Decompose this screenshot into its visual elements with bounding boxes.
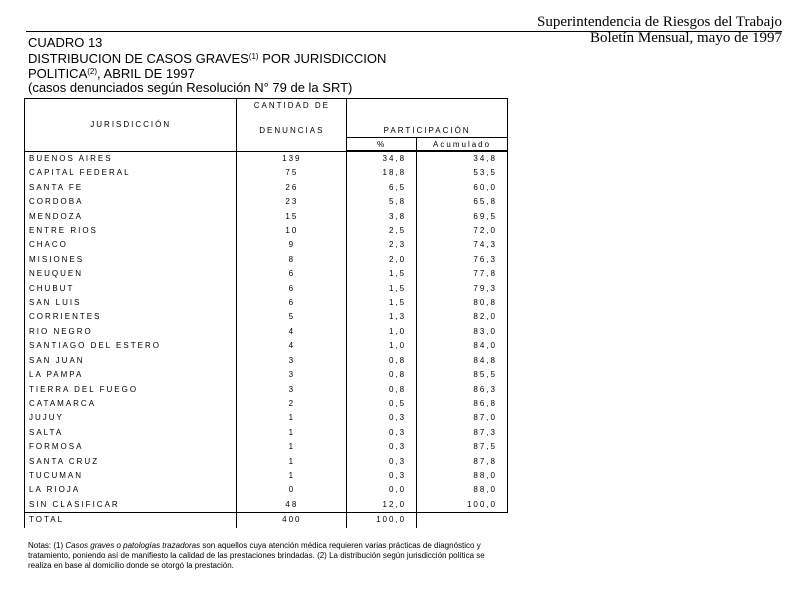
jurisdiction-cell: NEUQUEN	[25, 267, 237, 281]
bulletin-name: Boletín Mensual, mayo de 1997	[589, 30, 782, 46]
header-rule	[26, 31, 782, 32]
jurisdiction-cell: LA PAMPA	[25, 368, 237, 382]
jurisdiction-cell: LA RIOJA	[25, 483, 237, 497]
pct-cell: 2,5	[347, 224, 417, 238]
acum-cell: 76,3	[417, 253, 508, 267]
acum-cell: 82,0	[417, 310, 508, 324]
acum-cell: 84,8	[417, 354, 508, 368]
table-row	[25, 267, 508, 281]
table-row	[25, 253, 508, 267]
denuncias-cell: 5	[237, 310, 347, 324]
pct-cell: 2,0	[347, 253, 417, 267]
denuncias-cell: 23	[237, 195, 347, 209]
pct-cell: 0,0	[347, 483, 417, 497]
table-row	[25, 195, 508, 209]
jurisdiction-cell: SAN LUIS	[25, 296, 237, 310]
jurisdiction-cell: MENDOZA	[25, 210, 237, 224]
denuncias-cell: 2	[237, 397, 347, 411]
denuncias-cell: 48	[237, 498, 347, 513]
jurisdiction-cell: MISIONES	[25, 253, 237, 267]
denuncias-cell: 9	[237, 238, 347, 252]
acum-cell: 77,8	[417, 267, 508, 281]
denuncias-cell: 3	[237, 354, 347, 368]
table-row	[25, 440, 508, 454]
pct-cell: 1,0	[347, 325, 417, 339]
pct-cell: 5,8	[347, 195, 417, 209]
pct-cell: 1,3	[347, 310, 417, 324]
denuncias-cell: 15	[237, 210, 347, 224]
footnotes	[28, 541, 508, 571]
title-line-4: (casos denunciados según Resolución N° 79 de la SRT)	[28, 79, 353, 95]
pct-cell: 0,8	[347, 368, 417, 382]
pct-cell: 18,8	[347, 166, 417, 180]
report-header	[537, 14, 782, 46]
pct-cell: 0,3	[347, 440, 417, 454]
acum-cell: 83,0	[417, 325, 508, 339]
jurisdiction-cell: SANTA FE	[25, 181, 237, 195]
denuncias-cell: 4	[237, 325, 347, 339]
pct-cell: 34,8	[347, 152, 417, 167]
table-row	[25, 282, 508, 296]
agency-name: Superintendencia de Riesgos del Trabajo	[537, 14, 782, 30]
table-row	[25, 210, 508, 224]
acum-cell: 34,8	[417, 152, 508, 167]
table-row	[25, 310, 508, 324]
denuncias-cell: 4	[237, 339, 347, 353]
table-title	[28, 36, 386, 94]
acum-cell: 100,0	[417, 498, 508, 513]
jurisdiction-cell: CORDOBA	[25, 195, 237, 209]
jurisdiction-cell: CATAMARCA	[25, 397, 237, 411]
denuncias-cell: 10	[237, 224, 347, 238]
denuncias-cell: 26	[237, 181, 347, 195]
acum-cell: 88,0	[417, 483, 508, 497]
acum-cell: 65,8	[417, 195, 508, 209]
table-row	[25, 483, 508, 497]
table-row	[25, 426, 508, 440]
title-text-d: , ABRIL DE 1997	[97, 66, 195, 81]
acum-cell: 87,0	[417, 411, 508, 425]
jurisdiction-cell: CORRIENTES	[25, 310, 237, 324]
denuncias-cell: 139	[237, 152, 347, 167]
acum-cell: 88,0	[417, 469, 508, 483]
table-row	[25, 455, 508, 469]
table-row	[25, 383, 508, 397]
header-pct: %	[347, 138, 417, 151]
denuncias-cell: 6	[237, 267, 347, 281]
jurisdiction-cell: CHUBUT	[25, 282, 237, 296]
pct-cell: 1,5	[347, 282, 417, 296]
pct-cell: 0,8	[347, 354, 417, 368]
denuncias-cell: 1	[237, 455, 347, 469]
denuncias-cell: 3	[237, 368, 347, 382]
data-table	[24, 98, 508, 528]
total-pct: 100,0	[347, 513, 417, 528]
title-text-a: DISTRIBUCION DE CASOS GRAVES	[28, 50, 249, 66]
acum-cell: 69,5	[417, 210, 508, 224]
pct-cell: 0,3	[347, 426, 417, 440]
total-denuncias: 400	[237, 513, 347, 528]
acum-cell: 86,8	[417, 397, 508, 411]
jurisdiction-cell: FORMOSA	[25, 440, 237, 454]
header-cantidad: CANTIDAD DE	[237, 99, 347, 112]
total-label: TOTAL	[25, 513, 237, 528]
table-row	[25, 224, 508, 238]
table-row	[25, 469, 508, 483]
acum-cell: 53,5	[417, 166, 508, 180]
table-row	[25, 181, 508, 195]
jurisdiction-cell: CAPITAL FEDERAL	[25, 166, 237, 180]
header-acumulado: Acumulado	[417, 138, 508, 151]
acum-cell: 86,3	[417, 383, 508, 397]
jurisdiction-cell: TIERRA DEL FUEGO	[25, 383, 237, 397]
pct-cell: 12,0	[347, 498, 417, 513]
notes-emphasis: Casos graves o patologías trazadoras	[65, 541, 201, 550]
pct-cell: 1,5	[347, 296, 417, 310]
jurisdiction-cell: SANTIAGO DEL ESTERO	[25, 339, 237, 353]
jurisdiction-cell: TUCUMAN	[25, 469, 237, 483]
pct-cell: 3,8	[347, 210, 417, 224]
acum-cell: 87,8	[417, 455, 508, 469]
table-row	[25, 368, 508, 382]
table-row	[25, 238, 508, 252]
title-cuadro: CUADRO 13	[28, 35, 103, 50]
total-acum-blank	[417, 513, 508, 528]
table-row	[25, 411, 508, 425]
denuncias-cell: 6	[237, 282, 347, 296]
denuncias-cell: 0	[237, 483, 347, 497]
jurisdiction-cell: SANTA CRUZ	[25, 455, 237, 469]
jurisdiction-cell: BUENOS AIRES	[25, 152, 237, 167]
footnote-ref-2: (2)	[87, 67, 98, 76]
table-row	[25, 152, 508, 167]
denuncias-cell: 8	[237, 253, 347, 267]
table-row	[25, 339, 508, 353]
denuncias-cell: 75	[237, 166, 347, 180]
title-line-3	[28, 65, 386, 81]
title-line-1	[28, 36, 386, 50]
jurisdiction-cell: SIN CLASIFICAR	[25, 498, 237, 513]
pct-cell: 6,5	[347, 181, 417, 195]
acum-cell: 74,3	[417, 238, 508, 252]
jurisdiction-cell: ENTRE RIOS	[25, 224, 237, 238]
acum-cell: 72,0	[417, 224, 508, 238]
acum-cell: 79,3	[417, 282, 508, 296]
jurisdiction-cell: RIO NEGRO	[25, 325, 237, 339]
acum-cell: 87,5	[417, 440, 508, 454]
jurisdiction-cell: SALTA	[25, 426, 237, 440]
pct-cell: 0,8	[347, 383, 417, 397]
pct-cell: 1,5	[347, 267, 417, 281]
denuncias-cell: 1	[237, 411, 347, 425]
denuncias-cell: 1	[237, 440, 347, 454]
acum-cell: 87,3	[417, 426, 508, 440]
notes-prefix: Notas: (1)	[28, 541, 66, 550]
acum-cell: 84,0	[417, 339, 508, 353]
acum-cell: 60,0	[417, 181, 508, 195]
header-blank	[347, 99, 508, 112]
pct-cell: 0,3	[347, 469, 417, 483]
notes-body: son aquellos cuya atención médica requieren varias prácticas de diagnóstico y tratamiento, poniendo así de manifiesto la calidad de las prestaciones brindadas. (2) La distribución según jurisdicción política se realiza en base al domicilio donde se otorgó la prestación.	[28, 541, 485, 570]
acum-cell: 85,5	[417, 368, 508, 382]
denuncias-cell: 6	[237, 296, 347, 310]
table-row	[25, 354, 508, 368]
table-row	[25, 325, 508, 339]
pct-cell: 1,0	[347, 339, 417, 353]
table-row	[25, 498, 508, 513]
footnote-ref-1: (1)	[248, 51, 259, 61]
header-denuncias: DENUNCIAS	[237, 111, 347, 151]
jurisdiction-cell: SAN JUAN	[25, 354, 237, 368]
jurisdiction-cell: JUJUY	[25, 411, 237, 425]
pct-cell: 0,3	[347, 455, 417, 469]
table-row	[25, 296, 508, 310]
total-row	[25, 513, 508, 528]
table-row	[25, 166, 508, 180]
pct-cell: 0,5	[347, 397, 417, 411]
acum-cell: 80,8	[417, 296, 508, 310]
pct-cell: 0,3	[347, 411, 417, 425]
denuncias-cell: 1	[237, 426, 347, 440]
title-line-2	[28, 50, 386, 66]
title-text-b: POR JURISDICCION	[258, 50, 387, 66]
header-jurisdiccion: JURISDICCIÓN	[25, 99, 237, 151]
table-row	[25, 397, 508, 411]
denuncias-cell: 3	[237, 383, 347, 397]
jurisdiction-cell: CHACO	[25, 238, 237, 252]
denuncias-cell: 1	[237, 469, 347, 483]
pct-cell: 2,3	[347, 238, 417, 252]
title-text-c: POLITICA	[28, 66, 88, 81]
header-participacion: PARTICIPACIÓN	[347, 111, 508, 138]
